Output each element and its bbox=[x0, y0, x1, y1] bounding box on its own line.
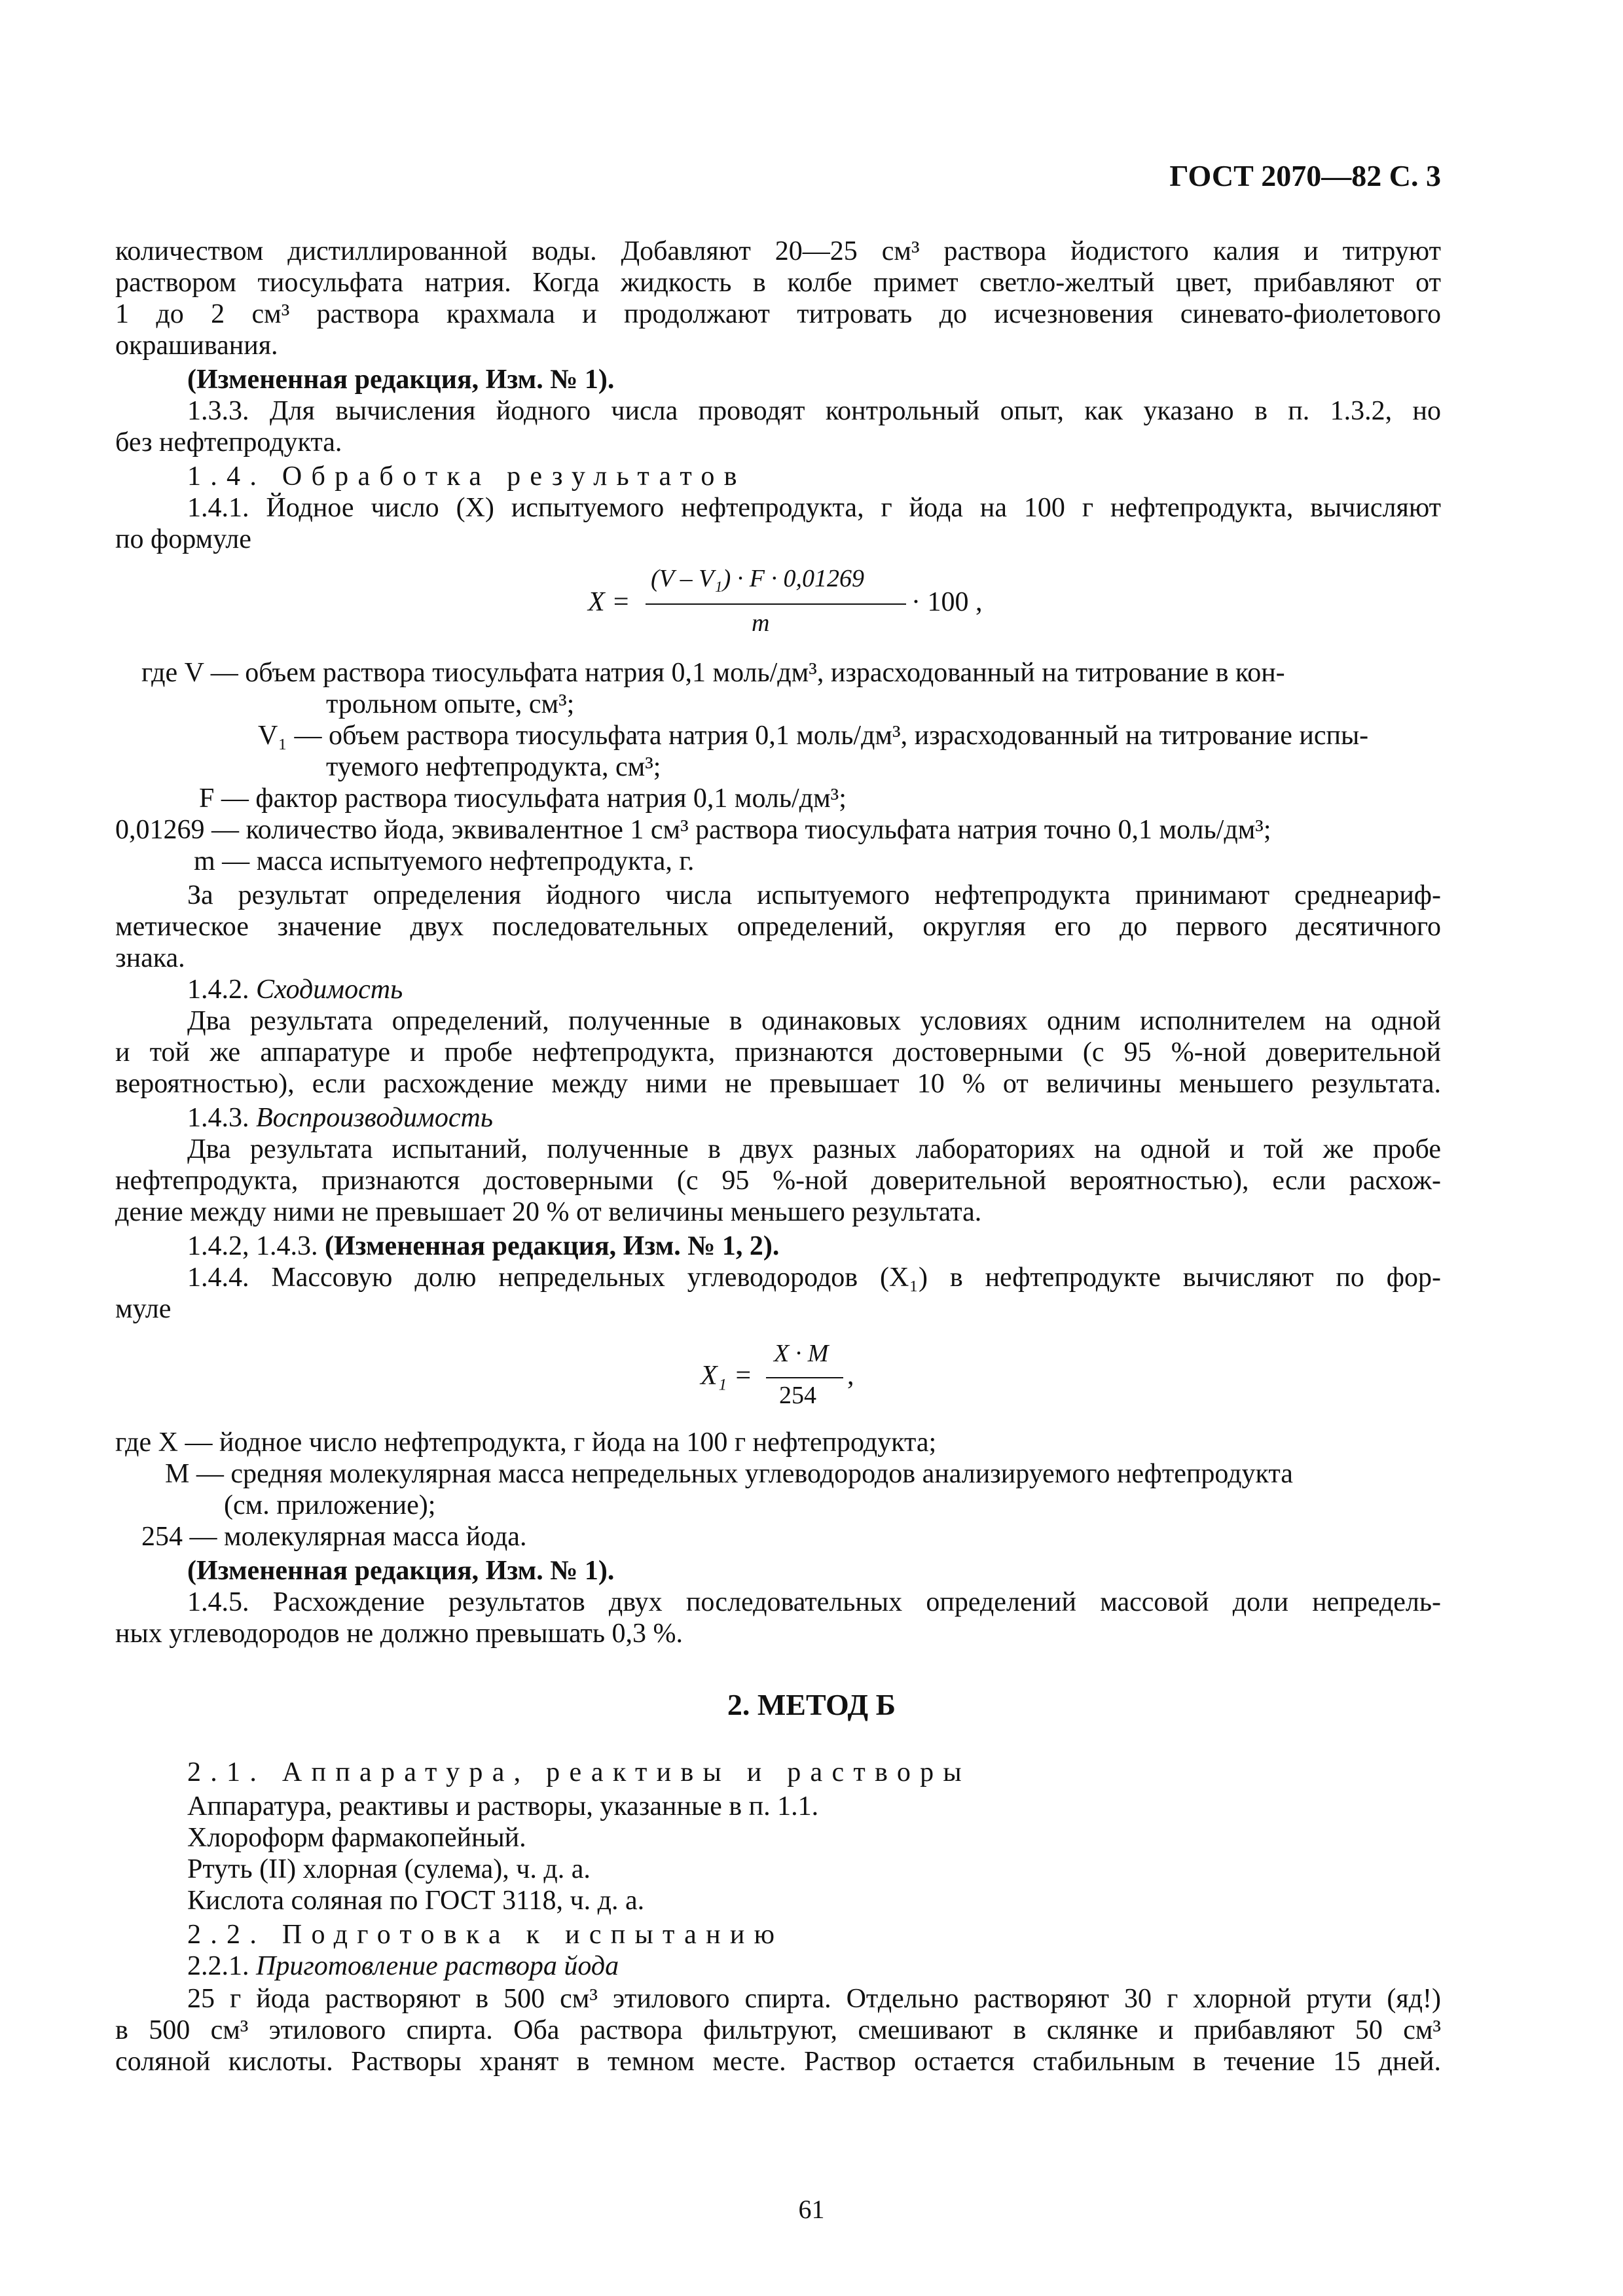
text-line: и той же аппаратуре и пробе нефтепродукта, признаются достоверными (с 95 %-ной доверительной bbox=[115, 1037, 1441, 1067]
legend-line: где V — объем раствора тиосульфата натрия 0,1 моль/дм³, израсходованный на титрование в кон- bbox=[141, 658, 1285, 688]
list-item: Хлороформ фармакопейный. bbox=[187, 1823, 526, 1853]
legend-line: 254 — молекулярная масса йода. bbox=[141, 1522, 527, 1552]
text-line: Два результата определений, полученные в одинаковых условиях одним исполнителем на одной bbox=[187, 1006, 1441, 1036]
legend-line: туемого нефтепродукта, см³; bbox=[326, 752, 661, 782]
text-line: муле bbox=[115, 1294, 172, 1324]
legend-line: трольном опыте, см³; bbox=[326, 689, 575, 719]
text-line: 25 г йода растворяют в 500 см³ этилового спирта. Отдельно растворяют 30 г хлорной ртути (яд!) bbox=[187, 1984, 1441, 2014]
text-line: количеством дистиллированной воды. Добавляют 20—25 см³ раствора йодистого калия и титруют bbox=[115, 236, 1441, 266]
text-line: без нефтепродукта. bbox=[115, 427, 342, 457]
text-line: дение между ними не превышает 20 % от величины меньшего результата. bbox=[115, 1197, 982, 1227]
subsection-heading: 2.1. Аппаратура, реактивы и растворы bbox=[187, 1757, 971, 1787]
subsection-heading: 1.4. Обработка результатов bbox=[187, 461, 746, 492]
text-line: по формуле bbox=[115, 524, 251, 554]
text-line: 1.4.1. Йодное число (X) испытуемого нефтепродукта, г йода на 100 г нефтепродукта, вычисляют bbox=[187, 493, 1441, 523]
legend-line: V₁ — объем раствора тиосульфата натрия 0,1 моль/дм³, израсходованный на титрование испы- bbox=[258, 721, 1369, 751]
text-line: соляной кислоты. Растворы хранят в темном месте. Раствор остается стабильным в течение 15 дней. bbox=[115, 2047, 1441, 2077]
fraction-bar bbox=[766, 1377, 843, 1378]
edit-note: (Измененная редакция, Изм. № 1). bbox=[187, 1556, 615, 1586]
text-line: 1 до 2 см³ раствора крахмала и продолжают титровать до исчезновения синевато-фиолетового bbox=[115, 299, 1441, 329]
edit-text: (Измененная редакция, Изм. № 1, 2). bbox=[325, 1231, 780, 1261]
clause-number: 1.4.2. bbox=[187, 975, 249, 1005]
clause-heading bbox=[187, 974, 403, 1005]
edit-note: (Измененная редакция, Изм. № 1). bbox=[187, 365, 615, 395]
text-line: раствором тиосульфата натрия. Когда жидкость в колбе примет светло-желтый цвет, прибавляют от bbox=[115, 268, 1441, 298]
clause-heading bbox=[187, 1950, 619, 1982]
legend-line: M — средняя молекулярная масса непредельных углеводородов анализируемого нефтепродукта bbox=[165, 1459, 1293, 1489]
fraction-bar bbox=[646, 603, 906, 605]
edit-note bbox=[187, 1230, 779, 1262]
clause-number: 2.2.1. bbox=[187, 1951, 249, 1981]
legend-line: 0,01269 — количество йода, эквивалентное 1 см³ раствора тиосульфата натрия точно 0,1 моль/дм³; bbox=[115, 815, 1271, 845]
legend-line: m — масса испытуемого нефтепродукта, г. bbox=[194, 846, 695, 876]
list-item: Аппаратура, реактивы и растворы, указанные в п. 1.1. bbox=[187, 1791, 819, 1821]
list-item: Ртуть (II) хлорная (сулема), ч. д. а. bbox=[187, 1854, 591, 1884]
text-line: знака. bbox=[115, 943, 185, 973]
clause-title: Приготовление раствора йода bbox=[256, 1951, 619, 1981]
text-line: в 500 см³ этилового спирта. Оба раствора фильтруют, смешивают в склянке и прибавляют 50 см³ bbox=[115, 2015, 1441, 2045]
text-line: 1.4.5. Расхождение результатов двух последовательных определений массовой доли непредель- bbox=[187, 1587, 1441, 1617]
formula-tail: · 100 , bbox=[911, 587, 983, 617]
legend-line: F — фактор раствора тиосульфата натрия 0,1 моль/дм³; bbox=[199, 783, 847, 814]
text-line: За результат определения йодного числа испытуемого нефтепродукта принимают среднеариф- bbox=[187, 880, 1441, 910]
formula-denominator: 254 bbox=[779, 1382, 816, 1409]
clause-number: 1.4.2, 1.4.3. bbox=[187, 1231, 318, 1261]
clause-heading bbox=[187, 1102, 493, 1134]
formula-numerator: X · M bbox=[774, 1340, 829, 1367]
section-title: 2. МЕТОД Б bbox=[727, 1688, 896, 1721]
legend-line: где X — йодное число нефтепродукта, г йода на 100 г нефтепродукта; bbox=[115, 1427, 937, 1458]
formula-lhs: X = bbox=[588, 587, 630, 617]
formula-tail: , bbox=[847, 1361, 854, 1391]
formula-denominator: m bbox=[752, 609, 770, 637]
formula-lhs: X₁ = bbox=[701, 1361, 753, 1391]
legend-line: (см. приложение); bbox=[224, 1490, 436, 1520]
list-item: Кислота соляная по ГОСТ 3118, ч. д. а. bbox=[187, 1886, 645, 1916]
formula-numerator: (V – V₁) · F · 0,01269 bbox=[651, 565, 864, 592]
subsection-heading: 2.2. Подготовка к испытанию bbox=[187, 1920, 784, 1950]
text-line: Два результата испытаний, полученные в двух разных лабораториях на одной и той же пробе bbox=[187, 1134, 1441, 1164]
page-number: 61 bbox=[798, 2195, 825, 2224]
text-line: ных углеводородов не должно превышать 0,3 %. bbox=[115, 1619, 684, 1649]
text-line: нефтепродукта, признаются достоверными (с 95 %-ной доверительной вероятностью), если расхож- bbox=[115, 1166, 1441, 1196]
text-line: окрашивания. bbox=[115, 331, 278, 361]
text-line: 1.3.3. Для вычисления йодного числа проводят контрольный опыт, как указано в п. 1.3.2, но bbox=[187, 396, 1441, 426]
clause-number: 1.4.3. bbox=[187, 1103, 249, 1133]
page-header: ГОСТ 2070—82 С. 3 bbox=[1169, 159, 1441, 192]
clause-title: Сходимость bbox=[256, 975, 403, 1005]
text-line: вероятностью), если расхождение между ними не превышает 10 % от величины меньшего результата. bbox=[115, 1069, 1441, 1099]
text-line: метическое значение двух последовательных определений, округляя его до первого десятичного bbox=[115, 912, 1441, 942]
text-line: 1.4.4. Массовую долю непредельных углеводородов (X₁) в нефтепродукте вычисляют по фор- bbox=[187, 1263, 1441, 1293]
clause-title: Воспроизводимость bbox=[256, 1103, 493, 1133]
